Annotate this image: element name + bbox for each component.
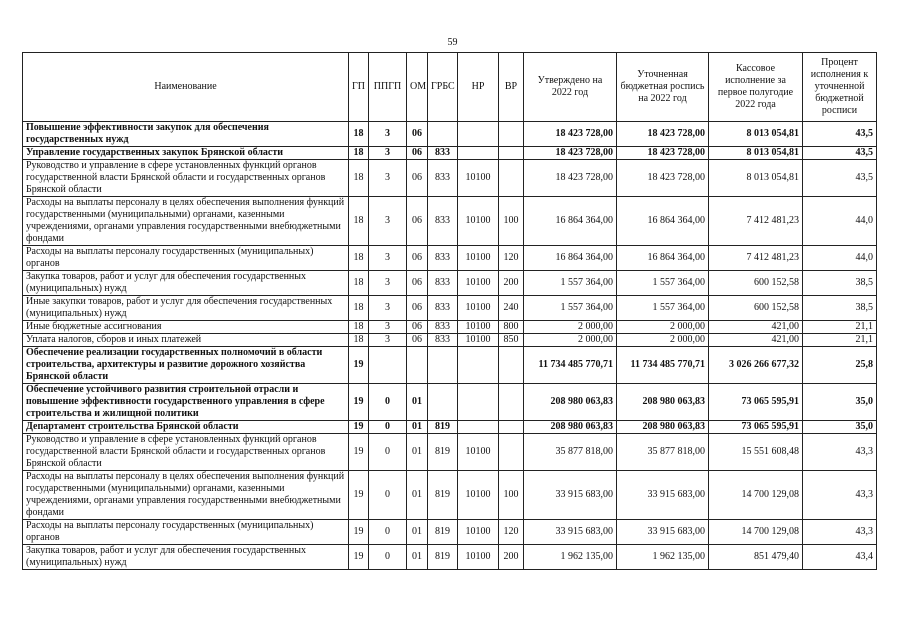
cell-approved: 33 915 683,00 (524, 520, 617, 545)
cell-approved: 2 000,00 (524, 334, 617, 347)
cell-percent: 21,1 (803, 321, 877, 334)
cell-grbs: 833 (428, 334, 458, 347)
cell-name: Руководство и управление в сфере установленных функций органов государственной власти Брянской области и государственных органов Брянской области (23, 434, 349, 471)
cell-np: 10100 (458, 160, 499, 197)
cell-gp: 19 (349, 545, 369, 570)
header-specified: Уточненная бюджетная роспись на 2022 год (617, 53, 709, 122)
cell-cash: 14 700 129,08 (709, 520, 803, 545)
cell-ppgp: 0 (369, 384, 407, 421)
table-row (23, 271, 877, 296)
cell-approved: 35 877 818,00 (524, 434, 617, 471)
cell-om: 01 (407, 520, 428, 545)
header-name: Наименование (23, 53, 349, 122)
cell-percent: 21,1 (803, 334, 877, 347)
cell-grbs: 833 (428, 197, 458, 246)
cell-cash: 8 013 054,81 (709, 147, 803, 160)
cell-vr: 800 (499, 321, 524, 334)
cell-approved: 33 915 683,00 (524, 471, 617, 520)
cell-om: 01 (407, 421, 428, 434)
cell-gp: 18 (349, 197, 369, 246)
cell-name: Повышение эффективности закупок для обеспечения государственных нужд (23, 122, 349, 147)
cell-percent: 35,0 (803, 421, 877, 434)
cell-name: Расходы на выплаты персоналу государственных (муниципальных) органов (23, 246, 349, 271)
table-row (23, 122, 877, 147)
cell-cash: 421,00 (709, 334, 803, 347)
cell-om: 06 (407, 321, 428, 334)
cell-np (458, 384, 499, 421)
cell-ppgp: 3 (369, 246, 407, 271)
cell-specified: 1 962 135,00 (617, 545, 709, 570)
cell-vr: 200 (499, 271, 524, 296)
header-om: ОМ (407, 53, 428, 122)
page-number: 59 (447, 37, 458, 48)
cell-name: Уплата налогов, сборов и иных платежей (23, 334, 349, 347)
cell-grbs: 833 (428, 296, 458, 321)
cell-specified: 208 980 063,83 (617, 421, 709, 434)
cell-specified: 16 864 364,00 (617, 246, 709, 271)
cell-name: Департамент строительства Брянской области (23, 421, 349, 434)
cell-ppgp: 0 (369, 471, 407, 520)
cell-gp: 19 (349, 347, 369, 384)
cell-specified: 1 557 364,00 (617, 296, 709, 321)
cell-cash: 8 013 054,81 (709, 122, 803, 147)
cell-approved: 18 423 728,00 (524, 147, 617, 160)
cell-approved: 1 557 364,00 (524, 296, 617, 321)
cell-om: 06 (407, 147, 428, 160)
cell-gp: 18 (349, 321, 369, 334)
cell-gp: 18 (349, 147, 369, 160)
cell-gp: 18 (349, 122, 369, 147)
cell-vr (499, 421, 524, 434)
table-row (23, 296, 877, 321)
cell-np: 10100 (458, 271, 499, 296)
cell-name: Закупка товаров, работ и услуг для обеспечения государственных (муниципальных) нужд (23, 271, 349, 296)
cell-name: Руководство и управление в сфере установленных функций органов государственной власти Брянской области и государственных органов Брянской области (23, 160, 349, 197)
cell-vr: 100 (499, 197, 524, 246)
cell-cash: 3 026 266 677,32 (709, 347, 803, 384)
header-vr: ВР (499, 53, 524, 122)
cell-specified: 2 000,00 (617, 321, 709, 334)
cell-name: Обеспечение устойчивого развития строительной отрасли и повышение эффективности государственного управления в сфере строительства и жилищной политики (23, 384, 349, 421)
cell-vr: 850 (499, 334, 524, 347)
table-row (23, 434, 877, 471)
cell-specified: 33 915 683,00 (617, 471, 709, 520)
cell-ppgp: 3 (369, 160, 407, 197)
cell-np (458, 347, 499, 384)
cell-om (407, 347, 428, 384)
cell-name: Расходы на выплаты персоналу в целях обеспечения выполнения функций государственными (муниципальными) органами, казенными учреждениями, органами управления государственными внебюджетными фондами (23, 197, 349, 246)
cell-cash: 851 479,40 (709, 545, 803, 570)
cell-grbs: 819 (428, 421, 458, 434)
cell-grbs: 833 (428, 147, 458, 160)
cell-cash: 600 152,58 (709, 271, 803, 296)
cell-om: 06 (407, 197, 428, 246)
cell-approved: 16 864 364,00 (524, 197, 617, 246)
cell-gp: 18 (349, 334, 369, 347)
cell-gp: 18 (349, 160, 369, 197)
cell-approved: 16 864 364,00 (524, 246, 617, 271)
cell-vr (499, 160, 524, 197)
cell-specified: 2 000,00 (617, 334, 709, 347)
cell-vr (499, 434, 524, 471)
cell-grbs: 833 (428, 321, 458, 334)
table-row (23, 384, 877, 421)
cell-name: Иные бюджетные ассигнования (23, 321, 349, 334)
table-row (23, 197, 877, 246)
cell-specified: 16 864 364,00 (617, 197, 709, 246)
cell-np: 10100 (458, 471, 499, 520)
cell-cash: 15 551 608,48 (709, 434, 803, 471)
table-row (23, 160, 877, 197)
cell-np (458, 421, 499, 434)
table-row (23, 421, 877, 434)
cell-grbs: 819 (428, 471, 458, 520)
cell-ppgp: 0 (369, 434, 407, 471)
table-row (23, 520, 877, 545)
cell-percent: 43,3 (803, 434, 877, 471)
cell-ppgp: 0 (369, 545, 407, 570)
cell-cash: 600 152,58 (709, 296, 803, 321)
cell-ppgp: 3 (369, 197, 407, 246)
cell-specified: 18 423 728,00 (617, 160, 709, 197)
cell-ppgp: 3 (369, 147, 407, 160)
cell-gp: 18 (349, 271, 369, 296)
header-gp: ГП (349, 53, 369, 122)
cell-om: 01 (407, 471, 428, 520)
cell-grbs: 819 (428, 434, 458, 471)
cell-gp: 18 (349, 296, 369, 321)
cell-percent: 43,5 (803, 122, 877, 147)
cell-percent: 38,5 (803, 296, 877, 321)
cell-percent: 43,3 (803, 471, 877, 520)
cell-np: 10100 (458, 197, 499, 246)
cell-om: 06 (407, 271, 428, 296)
cell-percent: 35,0 (803, 384, 877, 421)
cell-vr (499, 384, 524, 421)
cell-name: Иные закупки товаров, работ и услуг для обеспечения государственных (муниципальных) нужд (23, 296, 349, 321)
cell-approved: 1 962 135,00 (524, 545, 617, 570)
budget-execution-table (22, 52, 877, 570)
cell-grbs (428, 122, 458, 147)
cell-specified: 1 557 364,00 (617, 271, 709, 296)
cell-om: 06 (407, 160, 428, 197)
cell-ppgp (369, 347, 407, 384)
cell-specified: 208 980 063,83 (617, 384, 709, 421)
cell-name: Закупка товаров, работ и услуг для обеспечения государственных (муниципальных) нужд (23, 545, 349, 570)
cell-cash: 73 065 595,91 (709, 384, 803, 421)
header-np: НР (458, 53, 499, 122)
cell-name: Расходы на выплаты персоналу государственных (муниципальных) органов (23, 520, 349, 545)
table-row (23, 334, 877, 347)
cell-vr (499, 122, 524, 147)
cell-grbs: 819 (428, 545, 458, 570)
cell-ppgp: 0 (369, 421, 407, 434)
table-row (23, 321, 877, 334)
cell-approved: 2 000,00 (524, 321, 617, 334)
cell-om: 06 (407, 122, 428, 147)
cell-vr: 100 (499, 471, 524, 520)
cell-percent: 44,0 (803, 197, 877, 246)
cell-percent: 43,3 (803, 520, 877, 545)
cell-approved: 1 557 364,00 (524, 271, 617, 296)
cell-np: 10100 (458, 434, 499, 471)
cell-om: 01 (407, 384, 428, 421)
cell-gp: 19 (349, 471, 369, 520)
cell-cash: 8 013 054,81 (709, 160, 803, 197)
cell-om: 01 (407, 545, 428, 570)
cell-grbs: 833 (428, 246, 458, 271)
cell-np: 10100 (458, 520, 499, 545)
cell-specified: 18 423 728,00 (617, 122, 709, 147)
table-header-row (23, 53, 877, 122)
cell-cash: 421,00 (709, 321, 803, 334)
cell-specified: 11 734 485 770,71 (617, 347, 709, 384)
cell-ppgp: 3 (369, 122, 407, 147)
cell-vr: 200 (499, 545, 524, 570)
cell-percent: 43,4 (803, 545, 877, 570)
cell-ppgp: 3 (369, 296, 407, 321)
cell-ppgp: 0 (369, 520, 407, 545)
cell-ppgp: 3 (369, 321, 407, 334)
header-ppgp: ППГП (369, 53, 407, 122)
cell-name: Обеспечение реализации государственных полномочий в области строительства, архитектуры и развитие дорожного хозяйства Брянской области (23, 347, 349, 384)
cell-vr (499, 347, 524, 384)
table-row (23, 347, 877, 384)
cell-np: 10100 (458, 296, 499, 321)
cell-vr: 120 (499, 520, 524, 545)
cell-percent: 43,5 (803, 147, 877, 160)
header-approved: Утверждено на 2022 год (524, 53, 617, 122)
cell-grbs (428, 384, 458, 421)
cell-ppgp: 3 (369, 334, 407, 347)
cell-vr: 240 (499, 296, 524, 321)
cell-gp: 19 (349, 520, 369, 545)
cell-approved: 18 423 728,00 (524, 122, 617, 147)
cell-percent: 38,5 (803, 271, 877, 296)
cell-np: 10100 (458, 545, 499, 570)
header-cash: Кассовое исполнение за первое полугодие 2022 года (709, 53, 803, 122)
cell-np: 10100 (458, 246, 499, 271)
table-row (23, 246, 877, 271)
cell-grbs (428, 347, 458, 384)
cell-specified: 33 915 683,00 (617, 520, 709, 545)
cell-approved: 11 734 485 770,71 (524, 347, 617, 384)
cell-vr: 120 (499, 246, 524, 271)
cell-om: 06 (407, 246, 428, 271)
cell-percent: 25,8 (803, 347, 877, 384)
cell-specified: 35 877 818,00 (617, 434, 709, 471)
cell-approved: 18 423 728,00 (524, 160, 617, 197)
cell-grbs: 819 (428, 520, 458, 545)
cell-om: 06 (407, 296, 428, 321)
cell-cash: 7 412 481,23 (709, 246, 803, 271)
cell-np: 10100 (458, 321, 499, 334)
cell-specified: 18 423 728,00 (617, 147, 709, 160)
header-grbs: ГРБС (428, 53, 458, 122)
cell-cash: 14 700 129,08 (709, 471, 803, 520)
cell-gp: 19 (349, 421, 369, 434)
cell-np: 10100 (458, 334, 499, 347)
cell-approved: 208 980 063,83 (524, 384, 617, 421)
cell-cash: 73 065 595,91 (709, 421, 803, 434)
cell-ppgp: 3 (369, 271, 407, 296)
header-percent: Процент исполнения к уточненной бюджетной росписи (803, 53, 877, 122)
cell-om: 01 (407, 434, 428, 471)
cell-np (458, 147, 499, 160)
cell-percent: 44,0 (803, 246, 877, 271)
cell-percent: 43,5 (803, 160, 877, 197)
table-row (23, 147, 877, 160)
table-row (23, 471, 877, 520)
cell-cash: 7 412 481,23 (709, 197, 803, 246)
cell-approved: 208 980 063,83 (524, 421, 617, 434)
cell-name: Управление государственных закупок Брянской области (23, 147, 349, 160)
cell-grbs: 833 (428, 271, 458, 296)
cell-name: Расходы на выплаты персоналу в целях обеспечения выполнения функций государственными (муниципальными) органами, казенными учреждениями, органами управления государственными внебюджетными фондами (23, 471, 349, 520)
cell-gp: 19 (349, 434, 369, 471)
cell-om: 06 (407, 334, 428, 347)
cell-vr (499, 147, 524, 160)
cell-gp: 19 (349, 384, 369, 421)
cell-np (458, 122, 499, 147)
cell-grbs: 833 (428, 160, 458, 197)
cell-gp: 18 (349, 246, 369, 271)
table-row (23, 545, 877, 570)
